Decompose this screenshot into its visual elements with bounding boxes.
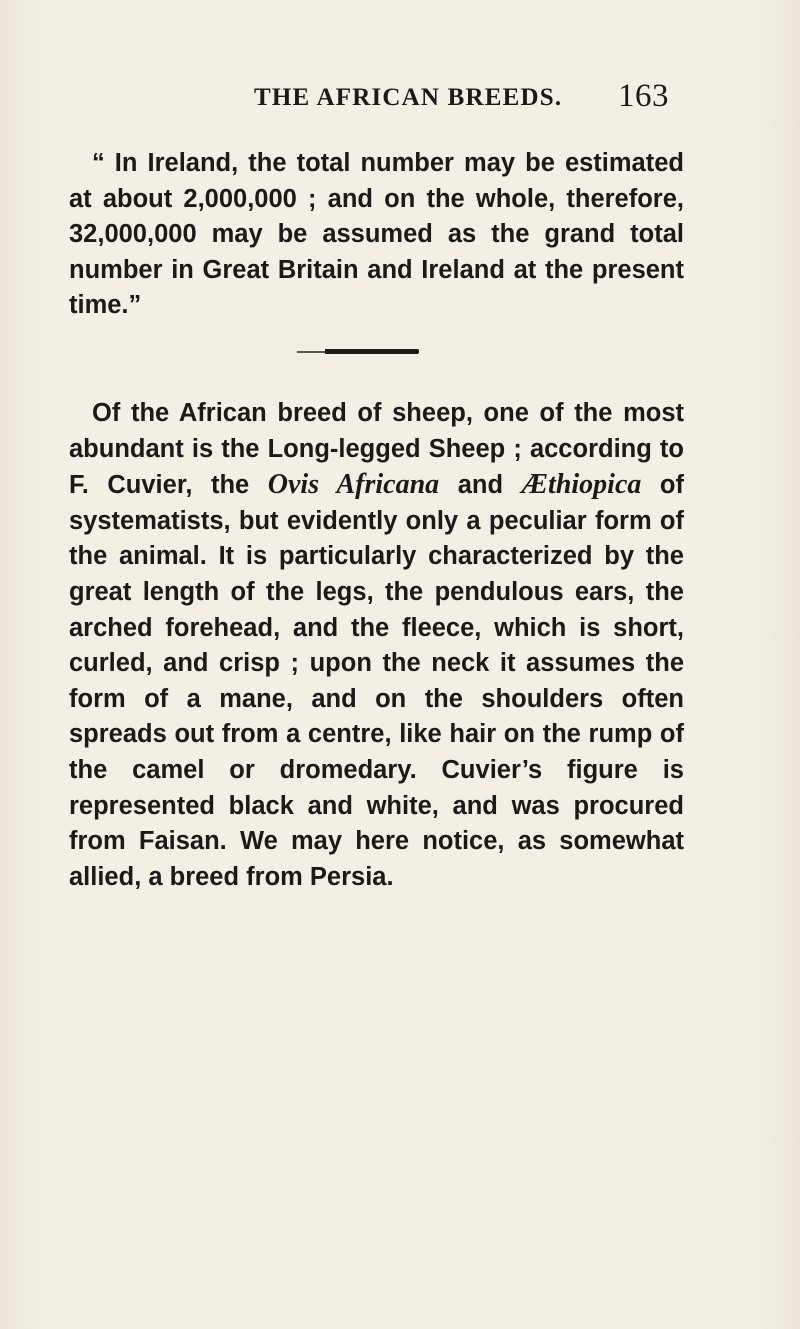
species-name-ovis-africana: Ovis Africana xyxy=(267,469,440,501)
main-text-part-2: and xyxy=(439,471,522,500)
main-text-part-3: of systematists, but evidently only a peculiar form of the animal. It is particularly characterized by the great length of the legs, the pendulous ears, the arched forehead, and the fleece, which is short, curled, and crisp ; upon the neck it assumes the form of a mane, and on the shoulders often spreads out from a centre, like hair on the rump of the camel or dromedary. Cuvier’s figure is represented black and white, and was procured from Faisan. We may here notice, as somewhat allied, a breed from Persia. xyxy=(69,471,684,891)
page-number: 163 xyxy=(618,78,669,114)
section-divider xyxy=(325,349,419,354)
quote-paragraph: “ In Ireland, the total number may be estimated at about 2,000,000 ; and on the whole, therefore, 32,000,000 may be assumed as the grand total number in Great Britain and Ireland at the present time.” xyxy=(69,149,684,320)
main-paragraph xyxy=(69,396,684,895)
running-head: THE AFRICAN BREEDS. xyxy=(254,84,563,111)
main-text-part-1: Of the African breed of sheep, one of the most abundant is the Long-legged Sheep ; according to F. Cuvier, the xyxy=(69,399,684,500)
section-divider-thin xyxy=(297,351,325,353)
species-name-aethiopica: Æthiopica xyxy=(521,469,642,501)
page-header xyxy=(0,78,800,122)
